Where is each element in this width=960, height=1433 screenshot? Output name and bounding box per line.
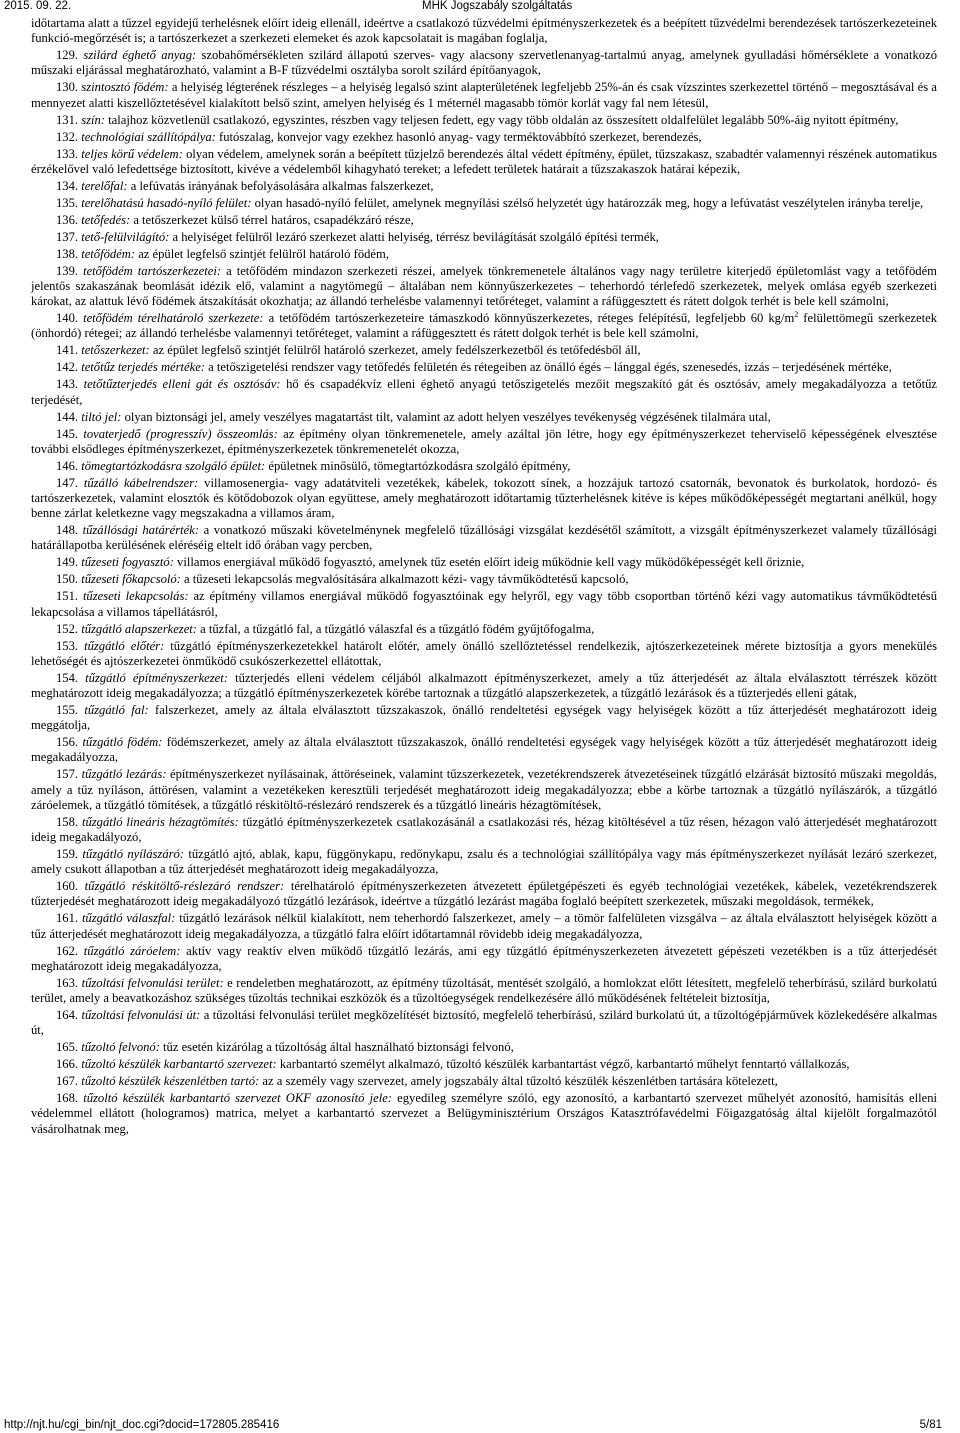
definition-text: karbantartó személyt alkalmazó, tűzoltó készülék karbantartást végző, karbantartó műhelyt fenntartó vállalkozás, [276, 1057, 850, 1072]
definition-text: az építmény olyan tönkremenetele, amely azáltal jön létre, hogy egy építményszerkezet teherviselő képességének elvesztése további elsődleges építményszerkezet, építményszerkezetek tönkremenetelét okozza, [31, 426, 937, 456]
defined-term: tetőfödém térelhatároló szerkezete: [83, 311, 264, 326]
defined-term: tűzálló kábelrendszer: [83, 475, 199, 490]
item-number: 165. [56, 1040, 79, 1055]
item-number: 156. [56, 735, 79, 750]
definition-text: hő és csapadékvíz elleni éghető anyagú tetőszigetelés mezőit megszakító gát és osztósáv, amely megakadályozza a tetőtűz terjedését, [31, 377, 937, 407]
footer-page-number: 5/81 [919, 1419, 942, 1431]
definition-text: olyan hasadó-nyíló felület, amelynek megnyílási szélső helyzetét úgy határozzák meg, hogy a lefúvatást veszélytelen irányba terelje, [251, 195, 924, 210]
continued-paragraph: időtartama alatt a tűzzel egyidejű terhelésnek előírt ideig ellenáll, ideértve a csatlakozó tűzvédelmi építményszerkezetek és a beépített tűzvédelmi berendezések tartószerkezeteinek funkció-megőrzését is; a tartószerkezet a szerkezeti elemeket és azok kapcsolatait is magában foglalja, [31, 16, 937, 46]
definition-text: olyan védelem, amelynek során a beépített tűzjelző berendezés által védett építmény, épület, tűzszakasz, szabadtér valamennyi részének automatikus érzékelővel való lefedettsége biztosított, kivéve a védelemből kihagyható tereket; a lefedett területek határait a tűzszakaszok határai képezik, [31, 146, 937, 176]
definition-text: falszerkezet, amely az általa elválasztott tűzszakaszok, önálló rendeltetési egységek vagy helyiségek között a tűz átterjedését meghatározott ideig meggátolja, [31, 703, 937, 733]
definition-text: talajhoz közvetlenül csatlakozó, egyszintes, részben vagy teljesen fedett, egy vagy több oldalán az összesített oldalfelület legalább 50%-áig nyitott építmény, [105, 112, 899, 127]
definition-item [31, 589, 937, 619]
item-number: 159. [56, 847, 79, 862]
definition-text: tűzgátló építményszerkezetek csatlakozásánál a csatlakozási rés, hézag kitöltésével a tűz résen, hézagon való átterjedését meghatározott ideig megakadályozó, [31, 814, 937, 845]
defined-term: tetőfödém: [81, 246, 136, 261]
defined-term: tovaterjedő (progresszív) összeomlás: [83, 426, 278, 441]
item-number: 134. [56, 178, 79, 193]
definition-item [31, 377, 937, 407]
defined-term: tűzgátló födém: [82, 735, 163, 750]
defined-term: teljes körű védelem: [81, 146, 183, 161]
item-number: 155. [56, 703, 79, 718]
defined-term: terelőhatású hasadó-nyíló felület: [81, 195, 252, 210]
definition-item [31, 1057, 937, 1072]
definition-text: tűz esetén kizárólag a tűzoltóság által használható biztonsági felvonó, [159, 1040, 514, 1055]
item-number: 141. [56, 343, 79, 358]
definition-item [31, 735, 937, 765]
page-footer [0, 1419, 960, 1433]
definition-item [31, 703, 937, 733]
definition-text: tűzterjedés elleni védelem céljából alkalmazott építményszerkezet, amely a tűz átterjedését az általa elválasztott térrészek között meghatározott ideig megakadályozza; a tűzgátló építményszerkezetek körébe tartoznak a tűzgátló alapszerkezetek, a tűzgátló lezárások és a tűzterjedés elleni gátak, [31, 670, 937, 701]
definition-item [31, 113, 937, 128]
definition-item [31, 196, 937, 211]
item-number: 158. [56, 814, 79, 829]
definition-text: a tetőfödém mindazon szerkezeti részei, amelyek tönkremenetele általános vagy nagy területre kiterjedő épületomlást vagy a tetőfödém jelentős szakaszának beomlását idézik elő, valamint a nagytömegű – általában nem könnyűszerkezetes – teherhordó térlefedő szerkezetek, melyek omlása egyéb szerkezeti károkat, az alattuk lévő födémek átszakítását okozhatja; az állandó terhelésbe valamennyi tetőréteget, valamint a ráfüggesztett és rátett dolgok terhét is bele kell számolni, [31, 263, 937, 309]
definition-item [31, 976, 937, 1006]
definition-item [31, 179, 937, 194]
definition-item [31, 523, 937, 553]
defined-term: szín: [81, 112, 105, 127]
defined-term: tiltó jel: [81, 409, 122, 424]
item-number: 164. [56, 1008, 79, 1023]
definition-text: az épület legfelső szintjét felülről határoló födém, [135, 246, 389, 261]
definition-text: a vonatkozó műszaki követelménynek megfelelő tűzállósági vizsgálat kezdésétől számított, a vizsgált építményszerkezet valamely tűzállósági határállapotba kerülésének eléréséig eltelt idő órában vagy percben, [31, 523, 937, 553]
definition-item [31, 476, 937, 522]
definition-item [31, 767, 937, 813]
definition-text: e rendeletben meghatározott, az építmény tűzoltását, mentését szolgáló, a homlokzat előtt létesített, megfelelő teherbírású, szilárd burkolatú terület, amely a beavatkozáshoz szükséges tűzoltás technikai eszközök és a tűzoltóegységek rendelkezésére álló működésének feltételeit biztosítja, [31, 975, 937, 1006]
defined-term: tűzállósági határérték: [82, 523, 200, 538]
item-number: 137. [56, 229, 79, 244]
definition-list [31, 48, 937, 1137]
definition-text: a lefúvatás irányának befolyásolására alkalmas falszerkezet, [127, 178, 434, 193]
defined-term: tűzoltó készülék készenlétben tartó: [81, 1074, 260, 1089]
definition-text: az a személy vagy szervezet, amely jogszabály által tűzoltó készülék készenlétben tartására kötelezett, [259, 1074, 778, 1089]
definition-item [31, 847, 937, 877]
item-number: 135. [56, 195, 79, 210]
definition-item [31, 410, 937, 425]
item-number: 133. [56, 146, 79, 161]
defined-term: tetőfödém tartószerkezetei: [83, 263, 222, 278]
definition-text: a tetőfödém tartószerkezeteire támaszkodó könnyűszerkezetes, réteges felépítésű, legfeljebb 60 kg/m [263, 311, 795, 326]
definition-item [31, 572, 937, 587]
definition-text: futószalag, konvejor vagy ezekhez hasonló anyag- vagy terméktovábbító szerkezet, berendezés, [215, 129, 702, 144]
item-number: 150. [56, 572, 79, 587]
definition-text: a helyiséget felülről lezáró szerkezet alatti helyiség, térrész bevilágítását szolgáló építési termék, [169, 229, 659, 244]
definition-item [31, 130, 937, 145]
definition-item [31, 622, 937, 637]
definition-item [31, 264, 937, 310]
definition-text: építményszerkezet nyílásainak, áttöréseinek, valamint tűzszerkezetek, vezetékrendszerek átvezetéseinek tűzgátló elzárását biztosító műszaki megoldás, amely a tűz nyíláson, áttörésen, valamint a vezetékeken keresztüli terjedését meghatározott ideig megakadályozza; ebbe a körbe tartoznak a tűzgátló nyílászárók, a tűzgátló záróelemek, a tűzgátló tömítések, a tűzgátló réskitöltő-réslezáró rendszerek és a tűzgátló lineáris hézagtömítések, [31, 767, 937, 812]
defined-term: tető-felülvilágító: [81, 229, 170, 244]
definition-item [31, 230, 937, 245]
definition-text: tűzgátló lezárások nélkül kialakított, nem teherhordó falszerkezet, amely – a tömör falfelületen vizsgálva – az általa elválasztott helyiségek között a tűz átterjedését meghatározott ideig megakadályozza, a tűzgátló falra előírt időtartamnál rövidebb ideig megakadályozza, [31, 911, 937, 941]
definition-text: tűzgátló építményszerkezetekkel határolt előtér, amely önálló szellőztetéssel rendelkezik, ajtószerkezeteinek mérete biztosítja a gyors menekülés lehetőségét és ajtószerkezetei önműködő csukószerkezettel ellátottak, [31, 638, 937, 668]
definition-text: aktív vagy reaktív elven működő tűzgátló lezárás, ami egy tűzgátló építményszerkezeten átvezetett gépészeti vezetékben is a tűz átterjedését meghatározott ideig megakadályozza, [31, 943, 937, 973]
item-number: 162. [56, 943, 79, 958]
definition-item [31, 427, 937, 457]
item-number: 154. [56, 670, 79, 685]
superscript-exponent: 2 [794, 310, 799, 320]
defined-term: tűzgátló előtér: [84, 638, 165, 653]
item-number: 132. [56, 129, 79, 144]
header-title: MHK Jogszabály szolgáltatás [422, 0, 573, 12]
definition-item [31, 1091, 937, 1137]
defined-term: tömegtartózkodásra szolgáló épület: [81, 458, 266, 473]
item-number: 167. [56, 1074, 79, 1089]
definition-item [31, 247, 937, 262]
definition-item [31, 459, 937, 474]
definition-text: a tűzoltási felvonulási terület megközelítését biztosító, megfelelő teherbírású, szilárd burkolatú út, a tűzoltógépjárművek közlekedésére alkalmas út, [31, 1008, 937, 1038]
definition-item [31, 944, 937, 974]
definition-text: a tűzeseti lekapcsolás megvalósítására alkalmazott kézi- vagy távműködtetésű kapcsoló, [180, 572, 629, 587]
defined-term: tűzoltó felvonó: [81, 1040, 160, 1055]
definition-item [31, 671, 937, 701]
item-number: 152. [56, 621, 79, 636]
defined-term: tűzgátló lineáris hézagtömítés: [81, 814, 239, 829]
definition-text: felülettömegű szerkezetek (önhordó) rétegei; az állandó terhelésbe valamennyi tetőréteget, valamint a ráfüggesztett és rátett dolgok terhét is bele kell számolni, [31, 311, 937, 341]
item-number: 145. [56, 426, 79, 441]
item-number: 149. [56, 555, 79, 570]
item-number: 142. [56, 360, 79, 375]
definition-text: a tetőszerkezet külső térrel határos, csapadékzáró része, [130, 212, 414, 227]
document-body [31, 16, 937, 1414]
item-number: 136. [56, 212, 79, 227]
definition-item [31, 360, 937, 375]
definition-text: a helyiség légterének részleges – a helyiség legalsó szint alapterületének legfeljebb 25%-án és csak vízszintes szerkezettel történő – megosztásával és a mennyezet alatti kiszellőztetésével kialakított belső szint, amelyen helyiség és 1 méternél magasabb tömör korlát vagy fal nem létesül, [31, 80, 937, 110]
item-number: 144. [56, 409, 79, 424]
defined-term: tűzgátló lezárás: [81, 767, 167, 782]
defined-term: tűzgátló nyílászáró: [82, 847, 185, 862]
defined-term: tűzgátló fal: [84, 703, 149, 718]
item-number: 146. [56, 458, 79, 473]
definition-item [31, 815, 937, 845]
defined-term: tűzeseti fogyasztó: [81, 555, 174, 570]
item-number: 168. [56, 1091, 79, 1106]
item-number: 166. [56, 1057, 79, 1072]
item-number: 161. [56, 911, 79, 926]
header-date: 2015. 09. 22. [4, 0, 72, 12]
definition-text: villamos energiával működő fogyasztó, amelynek tűz esetén előírt ideig működnie kell vagy működőképességét kell őriznie, [173, 555, 805, 570]
defined-term: tűzgátló alapszerkezet: [81, 621, 197, 636]
definition-item [31, 1040, 937, 1055]
item-number: 151. [56, 589, 79, 604]
defined-term: tűzeseti főkapcsoló: [81, 572, 181, 587]
defined-term: tűzeseti lekapcsolás: [82, 589, 189, 604]
definition-item [31, 147, 937, 177]
defined-term: tűzgátló válaszfal: [81, 911, 176, 926]
defined-term: tetőfedés: [81, 212, 131, 227]
definition-text: a tűzfal, a tűzgátló fal, a tűzgátló válaszfal és a tűzgátló födém gyűjtőfogalma, [196, 621, 595, 636]
defined-term: tetőszerkezet: [81, 343, 150, 358]
footer-url[interactable]: http://njt.hu/cgi_bin/njt_doc.cgi?docid=172805.285416 [4, 1419, 280, 1431]
defined-term: tűzgátló építményszerkezet: [85, 670, 228, 685]
definition-text: villamosenergia- vagy adatátviteli vezetékek, kábelek, tokozott sínek, a hozzájuk tartozó csatornák, bevonatok és burkolatok, hordozó- és tartószerkezetek, valamint elosztók és kötődobozok olyan együttese, amely meghatározott időtartamig tűzterhelésnek kitéve is képes működőképességét megtartani anélkül, hogy benne zárlat keletkezne vagy megszakadna a villamos áram, [31, 475, 937, 521]
definition-item [31, 1074, 937, 1089]
definition-item [31, 911, 937, 941]
definition-item [31, 48, 937, 78]
item-number: 140. [56, 311, 79, 326]
definition-text: az épület legfelső szintjét felülről határoló szerkezet, amely fedélszerkezetből és tetőfedésből áll, [149, 343, 641, 358]
definition-text: épületnek minősülő, tömegtartózkodásra szolgáló építmény, [265, 458, 571, 473]
defined-term: tűzgátló réskitöltő-réslezáró rendszer: [84, 879, 285, 894]
item-number: 139. [56, 263, 79, 278]
defined-term: tűzoltási felvonulási út: [81, 1008, 201, 1023]
defined-term: szintosztó födém: [81, 80, 169, 95]
definition-text: térelhatároló építményszerkezeten átvezetett épületgépészeti és egyéb technológiai vezetékek, kábelek, vezetékrendszerek tűzterjedését meghatározott ideig megakadályozó tűzgátló lezárások, ideértve a tűzgátló lezárást magába foglaló beépített szerkezetek, műszaki megoldások, termékek, [31, 879, 937, 909]
defined-term: technológiai szállítópálya: [81, 129, 216, 144]
item-number: 131. [56, 112, 79, 127]
item-number: 160. [56, 879, 79, 894]
defined-term: tűzoltó készülék karbantartó szervezet OKF azonosító jele: [83, 1091, 392, 1106]
definition-item [31, 879, 937, 909]
defined-term: tűzgátló záróelem: [83, 943, 181, 958]
item-number: 163. [56, 975, 79, 990]
definition-item [31, 343, 937, 358]
definition-text: szobahőmérsékleten szilárd állapotú szerves- vagy alacsony szervetlenanyag-tartalmú anyag, amelynek gyulladási hőmérséklete a vonatkozó műszaki eljárással meghatározható, valamint a B-F tűzvédelmi osztályba sorolt szilárd építőanyagok, [31, 48, 937, 78]
item-number: 129. [56, 48, 79, 63]
definition-item [31, 213, 937, 228]
definition-item [31, 80, 937, 110]
defined-term: tetőtűz terjedés mértéke: [81, 360, 205, 375]
definition-item [31, 639, 937, 669]
defined-term: tetőtűzterjedés elleni gát és osztósáv: [83, 377, 281, 392]
definition-item [31, 1008, 937, 1038]
defined-term: tűzoltó készülék karbantartó szervezet: [81, 1057, 277, 1072]
definition-item [31, 311, 937, 341]
page-header [0, 0, 960, 14]
defined-term: tűzoltási felvonulási terület: [81, 975, 224, 990]
definition-text: az építmény villamos energiával működő fogyasztóinak egy helyről, egy vagy több csoportban történő kézi vagy automatikus távműködtetésű lekapcsolása a villamos tápellátásról, [31, 589, 937, 619]
item-number: 130. [56, 80, 79, 95]
item-number: 153. [56, 638, 79, 653]
item-number: 147. [56, 475, 79, 490]
item-number: 148. [56, 523, 79, 538]
item-number: 157. [56, 767, 79, 782]
definition-text: födémszerkezet, amely az általa elválasztott tűzszakaszok, önálló rendeltetési egységek vagy helyiségek között a tűz átterjedését meghatározott ideig megakadályozza, [31, 735, 937, 765]
definition-text: tűzgátló ajtó, ablak, kapu, függönykapu, redőnykapu, zsalu és a technológiai szállítópálya vagy más építményszerkezet nyílását lezáró szerkezet, amely csukott állapotban a tűz átterjedését meghatározott ideig megakadályozza, [31, 847, 937, 877]
defined-term: terelőfal: [81, 178, 128, 193]
definition-text: olyan biztonsági jel, amely veszélyes magatartást tilt, valamint az adott helyen veszélyes tevékenység végzésének tilalmára utal, [121, 409, 771, 424]
item-number: 143. [56, 377, 79, 392]
definition-text: egyedileg személyre szóló, egy azonosító, a karbantartó szervezet műhelyét azonosító, hamisítás elleni védelemmel ellátott (hologramos) matrica, melyet a karbantartó szervezet a Belügyminisztérium Országos Katasztrófavédelmi Főigazgatóság által kijelölt forgalmazótól vásárolhatnak meg, [31, 1091, 937, 1136]
item-number: 138. [56, 246, 79, 261]
definition-text: a tetőszigetelési rendszer vagy tetőfedés felületén és rétegeiben az önálló égés – lánggal égés, szenesedés, izzás – terjedésének mértéke, [205, 360, 892, 375]
definition-item [31, 555, 937, 570]
defined-term: szilárd éghető anyag: [83, 48, 197, 63]
